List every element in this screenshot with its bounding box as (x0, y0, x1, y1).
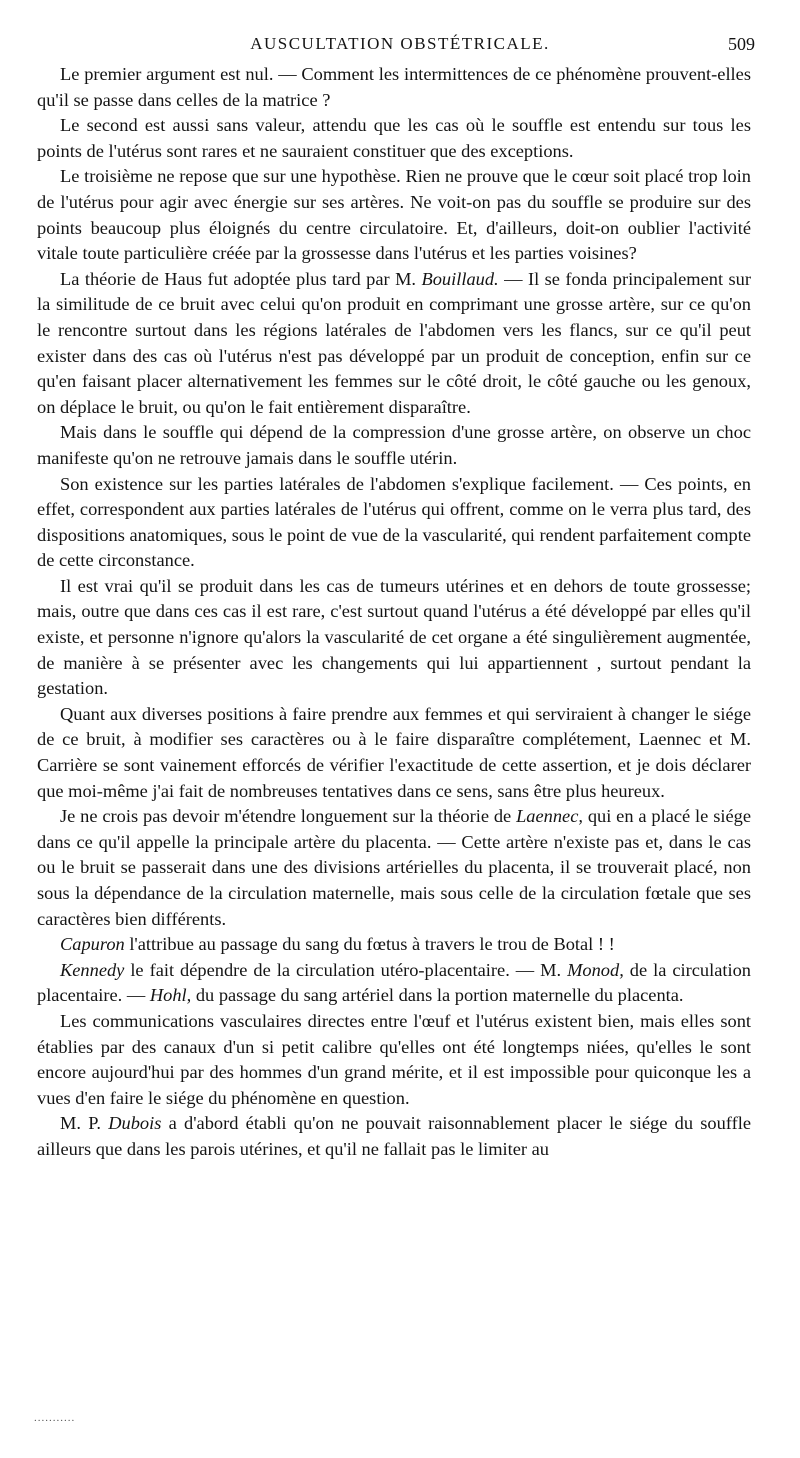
paragraph (37, 420, 751, 471)
paragraph (37, 164, 751, 266)
footer-dots: ........... (34, 1412, 76, 1424)
italic-name: Bouillaud. (421, 268, 499, 289)
text-run: Le troisième ne repose que sur une hypothèse. Rien ne prouve que le cœur soit placé trop loin de l'utérus pour agir avec énergie sur ses artères. Ne voit-on pas du souffle se produire sur des points beaucoup plus éloignés du centre circulatoire. Et, d'ailleurs, doit-on oublier l'activité vitale toute particulière créée par la grossesse dans l'utérus et les parties voisines? (37, 166, 751, 264)
text-run: le fait dépendre de la circulation utéro-placentaire. — M. (124, 959, 568, 980)
text-run: La théorie de Haus fut adoptée plus tard par M. (60, 268, 422, 289)
text-run: Quant aux diverses positions à faire prendre aux femmes et qui serviraient à changer le siége de ce bruit, à modifier ses caractères ou à le faire disparaître complétement, Laennec et M. Carrière se sont vainement efforcés de vérifier l'exactitude de cette assertion, et je dois déclarer que moi-même j'ai fait de nombreuses tentatives dans ce sens, sans être plus heureux. (37, 703, 751, 801)
paragraph (37, 574, 751, 702)
italic-name: Capuron (60, 934, 125, 955)
paragraph (37, 267, 751, 421)
paragraph (37, 932, 751, 958)
text-run: Mais dans le souffle qui dépend de la compression d'une grosse artère, on observe un choc manifeste qu'on ne retrouve jamais dans le souffle utérin. (37, 422, 751, 468)
text-run: du passage du sang artériel dans la portion maternelle du placenta. (191, 985, 684, 1006)
text-run: l'attribue au passage du sang du fœtus à travers le trou de Botal ! ! (124, 934, 615, 955)
paragraph (37, 472, 751, 574)
text-run: Le second est aussi sans valeur, attendu que les cas où le souffle est entendu sur tous les points de l'utérus sont rares et ne sauraient constituer que des exceptions. (37, 115, 751, 161)
text-run: M. P. (60, 1113, 109, 1134)
paragraph (37, 702, 751, 804)
text-run: — Il se fonda principalement sur la similitude de ce bruit avec celui qu'on produit en comprimant une grosse artère, sur ce qu'on le rencontre surtout dans les régions latérales de l'abdomen vers les flancs, sur ce qu'il peut exister dans des cas où l'utérus n'est pas développé par un produit de conception, enfin sur ce qu'en faisant placer alternativement les femmes sur le côté droit, le côté gauche ou les genoux, on déplace le bruit, ou qu'on le fait entièrement disparaître. (37, 268, 751, 417)
text-run: Son existence sur les parties latérales de l'abdomen s'explique facilement. — Ces points, en effet, correspondent aux parties latérales de l'utérus qui offrent, comme on le verra plus tard, des dispositions anatomiques, sous le point de vue de la vascularité, qui rendent parfaitement compte de cette circonstance. (37, 473, 751, 571)
text-run: Je ne crois pas devoir m'étendre longuement sur la théorie de (60, 806, 517, 827)
text-body (37, 62, 751, 1163)
text-run: Les communications vasculaires directes entre l'œuf et l'utérus existent bien, mais elles sont établies par des canaux d'un si petit calibre qu'elles ont été longtemps niées, qu'elles le sont encore aujourd'hui par des hommes d'un grand mérite, et il est impossible pour quiconque les a vues d'en faire le siége du phénomène en question. (37, 1010, 751, 1108)
italic-name: Monod, (567, 959, 624, 980)
running-head (0, 33, 800, 55)
italic-name: Kennedy (60, 959, 125, 980)
text-run: Le premier argument est nul. — Comment les intermittences de ce phénomène prouvent-elles qu'il se passe dans celles de la matrice ? (37, 64, 751, 110)
paragraph (37, 958, 751, 1009)
text-run: qui en a placé le siége dans ce qu'il appelle la principale artère du placenta. — Cette artère n'existe pas et, dans le cas ou le bruit se passerait dans une des divisions artérielles du placenta, il se trouverait placé, non sous la dépendance de la circulation maternelle, mais sous celle de la circulation fœtale que ses caractères bien différents. (37, 806, 751, 929)
paragraph (37, 113, 751, 164)
italic-name: Dubois (108, 1113, 162, 1134)
paragraph (37, 1009, 751, 1111)
paragraph (37, 804, 751, 932)
paragraph (37, 62, 751, 113)
text-run: a d'abord établi qu'on ne pouvait raisonnablement placer le siége du souffle ailleurs que dans les parois utérines, et qu'il ne fallait pas le limiter au (37, 1113, 751, 1159)
italic-name: Hohl, (149, 985, 192, 1006)
text-run: Il est vrai qu'il se produit dans les cas de tumeurs utérines et en dehors de toute grossesse; mais, outre que dans ces cas il est rare, c'est surtout quand l'utérus a été développé par elles qu'il existe, et personne n'ignore qu'alors la vascularité de cet organe a été singulièrement augmentée, de manière à se présenter avec les changements qui lui appartiennent , surtout pendant la gestation. (37, 575, 751, 699)
running-title: AUSCULTATION OBSTÉTRICALE. (250, 34, 550, 53)
page-number: 509 (728, 34, 755, 54)
italic-name: Laennec, (516, 806, 583, 827)
paragraph (37, 1111, 751, 1162)
text-run: de la circulation placentaire. — (37, 959, 752, 1006)
